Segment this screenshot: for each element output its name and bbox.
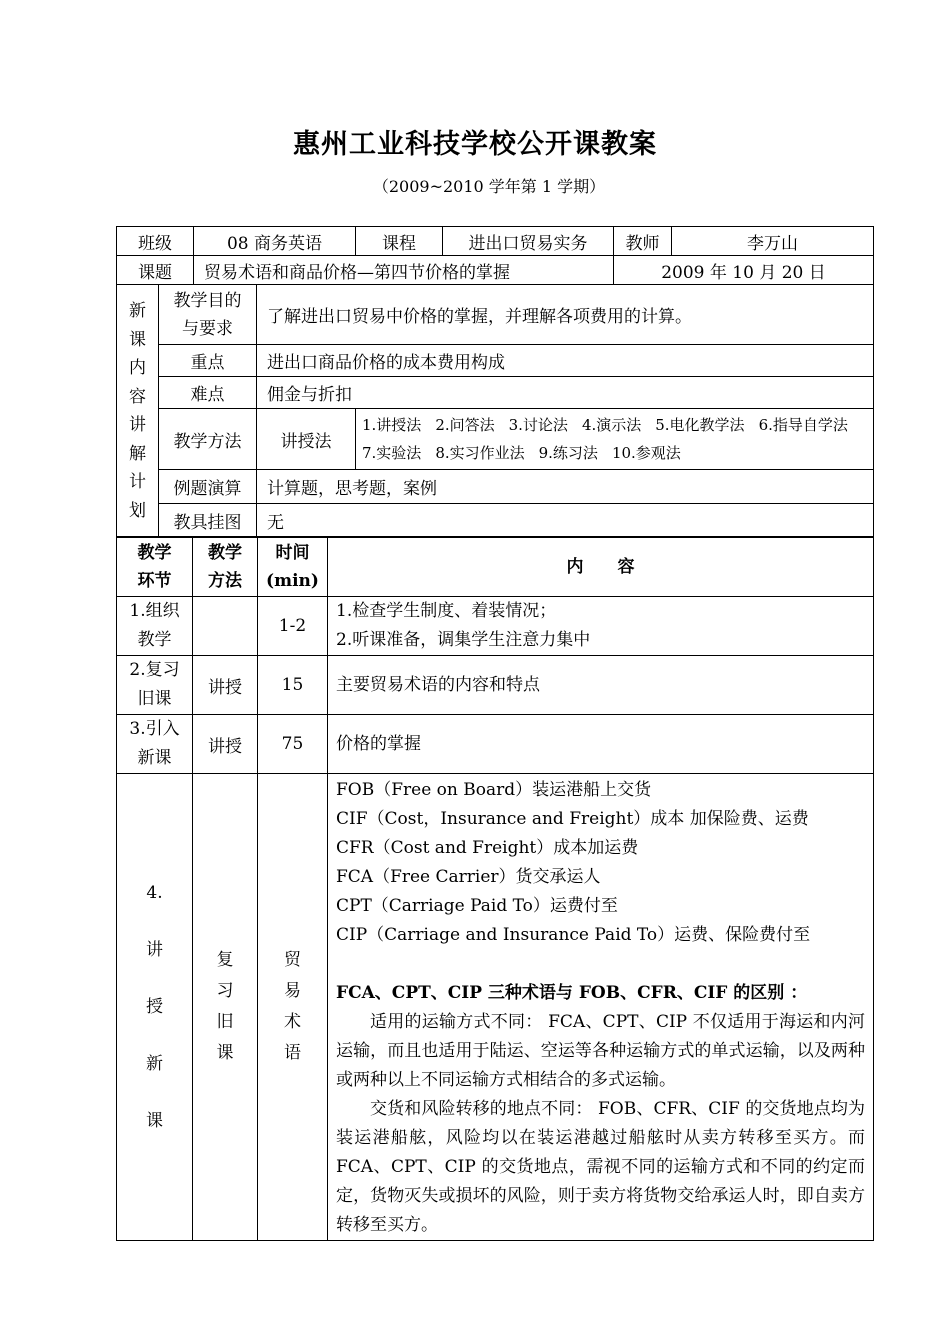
row-stage (117, 656, 193, 715)
term-line: FCA（Free Carrier）货交承运人 (336, 867, 601, 887)
term-line: CFR（Cost and Freight）成本加运费 (336, 838, 639, 858)
side-char: 新 (129, 301, 146, 321)
side-char: 课 (129, 329, 146, 350)
info-row-2 (117, 256, 874, 285)
process-row (117, 656, 874, 715)
header-time-line: 时间 (275, 542, 310, 563)
hard-value: 佣金与折扣 (257, 377, 874, 409)
goal-label-line-2: 与要求 (182, 318, 233, 339)
method-cell (257, 409, 874, 470)
row-stage-line: 3.引入 (129, 719, 180, 739)
method-option: 1.讲授法 (362, 416, 422, 434)
teacher-label: 教师 (614, 227, 672, 256)
document-subtitle: （2009~2010 学年第 1 学期） (372, 177, 606, 196)
method-option: 5.电化教学法 (655, 416, 745, 434)
process-table (116, 536, 874, 1241)
method-inner (257, 409, 873, 469)
key-value: 进出口商品价格的成本费用构成 (257, 345, 874, 377)
header-time (258, 537, 328, 597)
aids-label: 教具挂图 (159, 504, 257, 538)
difference-paragraph: 适用的运输方式不同： FCA、CPT、CIP 不仅适用于海运和内河运输，而且也适用于陆运、空运等各种运输方式的单式运输，以及两种或两种以上不同运输方式相结合的多式运输。 (336, 1012, 865, 1090)
row-content: 价格的掌握 (328, 715, 874, 774)
topic-label: 课题 (117, 256, 194, 285)
term-line: CIF（Cost，Insurance and Freight）成本 加保险费、运费 (336, 809, 809, 829)
side-char: 讲 (129, 415, 146, 435)
info-row-1 (117, 227, 874, 256)
header-stage-line: 教学 (137, 542, 172, 563)
goal-label-line-1: 教学目的 (173, 290, 242, 311)
row4-stage-char: 授 (146, 996, 163, 1017)
class-label: 班级 (117, 227, 194, 256)
method-option: 8.实习作业法 (435, 444, 525, 462)
row-stage (117, 597, 193, 656)
row-time: 75 (258, 715, 328, 774)
row4-time-char: 贸 (284, 950, 301, 970)
header-stage (117, 537, 193, 597)
header-stage-line: 环节 (137, 570, 172, 591)
document-title: 惠州工业科技学校公开课教案 (293, 129, 657, 160)
plan-row-example (117, 470, 874, 504)
side-char: 计 (129, 472, 146, 492)
side-char: 容 (129, 386, 146, 407)
row-time: 15 (258, 656, 328, 715)
plan-table (116, 284, 874, 538)
method-option: 9.练习法 (538, 444, 598, 462)
goal-label (159, 285, 257, 345)
row4-method-char: 习 (216, 981, 234, 1001)
method-option: 2.问答法 (435, 416, 495, 434)
header-time-line: (min) (266, 570, 319, 591)
row4-time-char: 语 (284, 1043, 301, 1063)
side-char: 内 (129, 358, 146, 378)
row-content-line: 1.检查学生制度、着装情况； (336, 601, 557, 621)
row-stage (117, 715, 193, 774)
process-row (117, 597, 874, 656)
row4-method-char: 复 (216, 950, 234, 970)
info-table (116, 226, 874, 285)
row4-stage-char: 新 (146, 1053, 163, 1074)
row4-stage (117, 774, 193, 1241)
row-content-line: 2.听课准备，调集学生注意力集中 (336, 630, 591, 650)
class-value: 08 商务英语 (194, 227, 356, 256)
row-method: 讲授 (193, 715, 258, 774)
method-option: 10.参观法 (611, 444, 681, 462)
method-label: 教学方法 (159, 409, 257, 470)
term-line: FOB（Free on Board）装运港船上交货 (336, 780, 652, 800)
example-label: 例题演算 (159, 470, 257, 504)
difference-paragraph: 交货和风险转移的地点不同： FOB、CFR、CIF 的交货地点均为装运港船舷，风险均以在装运港越过船舷时从卖方转移至买方。而 FCA、CPT、CIP 的交货地点，需视不同的运输方式和不同的约定而定，货物灭失或损坏的风险，则于卖方将货物交给承运人时，即自卖方转移至买方。 (336, 1099, 865, 1235)
row4-method (193, 774, 258, 1241)
header-content: 内 容 (328, 537, 874, 597)
goal-value: 了解进出口贸易中价格的掌握，并理解各项费用的计算。 (257, 285, 874, 345)
row4-stage-char: 4. (146, 882, 163, 903)
header-method (193, 537, 258, 597)
header-method-line: 方法 (208, 570, 242, 591)
row4-stage-char: 讲 (146, 939, 163, 960)
process-row (117, 715, 874, 774)
side-char: 解 (129, 443, 146, 464)
plan-row-method (117, 409, 874, 470)
example-value: 计算题，思考题，案例 (257, 470, 874, 504)
row-method (193, 597, 258, 656)
row-stage-line: 新课 (137, 748, 172, 768)
row4-time-char: 易 (284, 981, 301, 1001)
row-time: 1-2 (258, 597, 328, 656)
topic-value: 贸易术语和商品价格—第四节价格的掌握 (194, 256, 614, 285)
course-value: 进出口贸易实务 (443, 227, 614, 256)
teacher-value: 李万山 (672, 227, 874, 256)
process-row-new-lesson (117, 774, 874, 1241)
row4-content (328, 774, 874, 1241)
row4-method-char: 旧 (216, 1012, 234, 1032)
header-method-line: 教学 (208, 542, 242, 563)
row-stage-line: 旧课 (137, 689, 172, 709)
row-content: 主要贸易术语的内容和特点 (328, 656, 874, 715)
row4-stage-char: 课 (146, 1110, 163, 1131)
row4-method-char: 课 (216, 1043, 234, 1063)
course-label: 课程 (356, 227, 443, 256)
row-stage-line: 教学 (137, 630, 172, 650)
plan-row-key (117, 345, 874, 377)
row4-time (258, 774, 328, 1241)
plan-row-goal (117, 285, 874, 345)
plan-row-hard (117, 377, 874, 409)
method-value: 讲授法 (257, 409, 356, 469)
row-stage-line: 1.组织 (129, 601, 180, 621)
row-content (328, 597, 874, 656)
term-line: CPT（Carriage Paid To）运费付至 (336, 896, 618, 916)
method-option: 6.指导自学法 (758, 416, 848, 434)
row-stage-line: 2.复习 (129, 660, 180, 680)
lesson-date: 2009 年 10 月 20 日 (614, 256, 874, 285)
method-option: 4.演示法 (581, 416, 642, 434)
method-option: 7.实验法 (362, 444, 422, 462)
process-header-row (117, 537, 874, 597)
plan-row-aids (117, 504, 874, 538)
hard-label: 难点 (159, 377, 257, 409)
row-method: 讲授 (193, 656, 258, 715)
plan-side-label (117, 285, 159, 538)
method-option: 3.讨论法 (508, 416, 568, 434)
difference-heading: FCA、CPT、CIP 三种术语与 FOB、CFR、CIF 的区别 ： (336, 983, 808, 1003)
side-char: 划 (129, 500, 146, 521)
term-line: CIP（Carriage and Insurance Paid To）运费、保险费付至 (336, 925, 811, 945)
method-options (356, 409, 874, 469)
row4-time-char: 术 (284, 1012, 301, 1032)
aids-value: 无 (257, 504, 874, 538)
key-label: 重点 (159, 345, 257, 377)
